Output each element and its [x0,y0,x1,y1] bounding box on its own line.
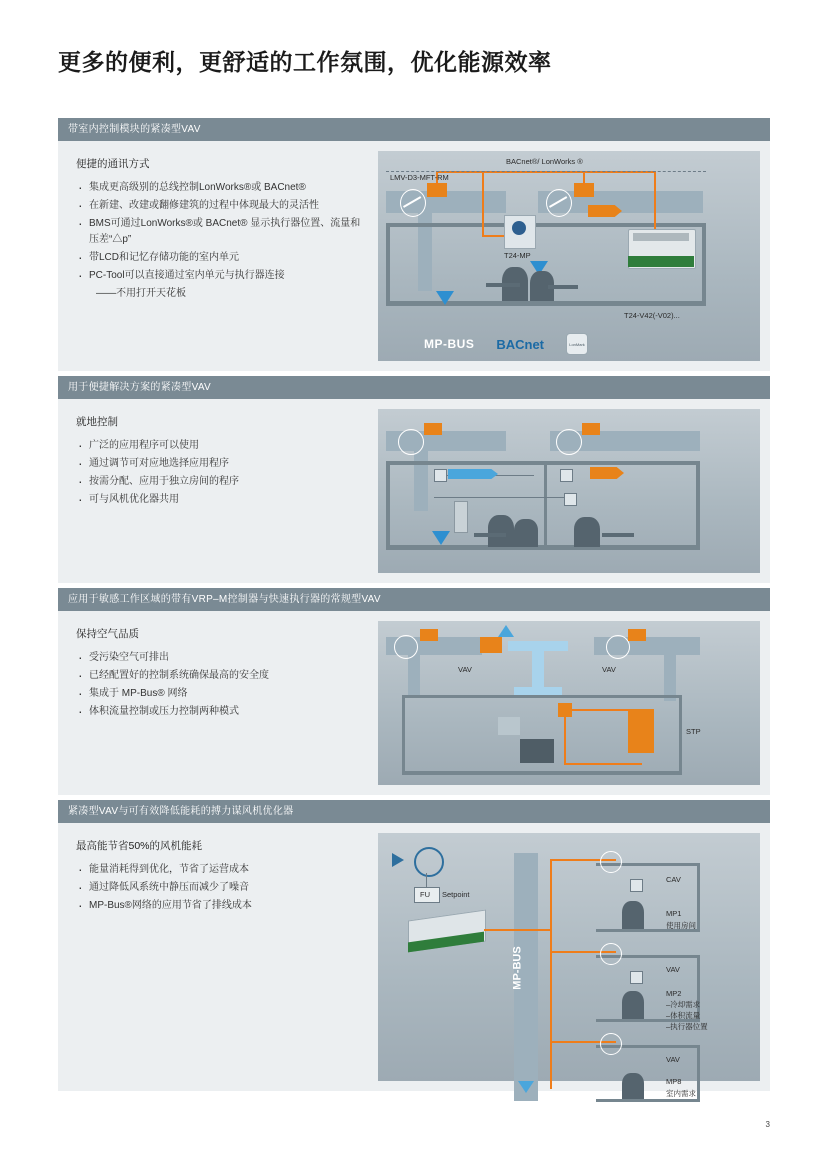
floor-slab [386,301,706,306]
bus-feed [484,929,550,931]
stp-connect-line [572,709,630,711]
label-mpbus: MP-BUS [511,946,524,990]
actuator-right [628,629,646,641]
label-mp8-sub: 室内需求 [666,1089,696,1098]
list-item: · 受污染空气可排出 [76,650,368,666]
fan-icon [414,847,444,877]
bus-line-vertical [550,859,552,1089]
label-mp2-sub3: –执行器位置 [666,1022,708,1031]
actuator-right [582,423,600,435]
desk-2 [602,533,634,537]
list-item: · 已经配置好的控制系统确保最高的安全度 [76,668,368,684]
desk-1 [474,533,506,537]
actuator-left [427,183,447,197]
list-item: · BMS可通过LonWorks®或 BACnet® 显示执行器位置、流量和压差“△p” [76,216,368,248]
room1-right [697,863,700,932]
label-mp8: MP8 [666,1077,682,1086]
label-mp2-sub2: –体积流量 [666,1011,701,1020]
label-vav2: VAV [666,1055,680,1064]
airflow-arrow-1 [432,531,450,545]
fume-hood-base [514,687,562,695]
exhaust-arrow-up [498,625,514,637]
bus-line-drop-right [583,171,585,185]
duct-vertical-left [414,451,428,511]
list-item: · 在新建、改建或翻修建筑的过程中体现最大的灵活性 [76,198,368,214]
room-unit-dial-icon [512,221,526,235]
label-fu: FU [420,890,430,899]
room-wall-left [402,695,405,775]
lab-bench [498,717,520,735]
label-mp2: MP2 [666,989,682,998]
wall-left [386,223,390,306]
desk-2 [548,285,578,289]
desk-1 [486,283,520,287]
room2-sensor [630,971,643,984]
page-title: 更多的便利，更舒适的工作氛围，优化能源效率 [58,49,552,75]
wall-panel [454,501,468,533]
person-silhouette-3 [574,517,600,547]
room-ceiling [402,695,682,698]
list-item: · MP-Bus®网络的应用节省了排线成本 [76,898,368,914]
section-2-header: 用于便捷解决方案的紧凑型VAV [58,376,770,399]
room-wall-right [679,695,682,775]
section-2 [58,376,770,580]
bus-line-roomunit-branch [482,235,504,237]
label-bus: BACnet®/ LonWorks ® [506,157,583,166]
section-4-diagram [378,833,760,1098]
label-vav-left: VAV [458,665,472,674]
list-item: · 能量消耗得到优化，节省了运营成本 [76,862,368,878]
section-1-subtitle: 便捷的通讯方式 [76,158,150,170]
wall-right [696,461,700,550]
label-actuator: LMV-D3-MFT-RM [390,173,449,182]
sensor-box-1 [434,469,447,482]
floor-slab [386,545,700,550]
section-3-header: 应用于敏感工作区域的带有VRP–M控制器与快速执行器的常规型VAV [58,588,770,611]
room3-person [622,1073,644,1099]
fume-hood-icon [508,641,568,651]
room3-right [697,1045,700,1102]
label-vav1: VAV [666,965,680,974]
ceiling-slab [386,223,706,227]
wall-right [702,223,706,306]
mpbus-logo: MP-BUS [424,337,475,351]
room1-person [622,901,644,929]
section-4-text [58,823,378,1091]
stp-connect-drop [564,717,566,765]
wall-partition [544,465,547,550]
list-item: · PC-Tool可以直接通过室内单元与执行器连接 [76,268,368,284]
room-floor [402,771,682,775]
duct-vertical-left [408,655,420,695]
label-mp2-sub1: –冷却需求 [666,1000,701,1009]
page-number: 3 [765,1120,770,1129]
person-silhouette-2 [514,519,538,547]
actuator-left [420,629,438,641]
equipment-box [520,739,554,763]
controller-dark-strip [633,233,689,241]
label-setpoint: Setpoint [442,890,470,899]
lonmark-logo: LonMark [566,333,588,355]
label-mp1: MP1 [666,909,682,918]
list-item: · 集成于 MP-Bus® 网络 [76,686,368,702]
damper-left-icon [394,635,418,659]
inlet-arrow [392,853,404,867]
section-1-diagram [378,151,760,361]
vav-unit-left [480,637,502,653]
section-2-subtitle: 就地控制 [76,416,118,428]
list-item: · 带LCD和记忆存储功能的室内单元 [76,250,368,266]
fume-hood-stem [532,651,544,687]
room3-damper-icon [600,1033,622,1055]
stp-unit [628,709,654,753]
fu-connector [426,873,427,887]
section-3-diagram [378,621,760,785]
label-stp: STP [686,727,701,736]
label-room-unit: T24-MP [504,251,531,260]
list-item-extra: ——不用打开天花板 [96,288,186,299]
section-3-bullets [76,650,368,720]
actuator-right [574,183,594,197]
person-silhouette-1 [488,515,514,547]
damper-right-icon [606,635,630,659]
section-1-header: 带室内控制模块的紧凑型VAV [58,118,770,141]
vav-unit-small [558,703,572,717]
label-controller: T24-V42(-V02)... [624,311,680,320]
section-3-subtitle: 保持空气品质 [76,628,139,640]
logo-row [424,333,588,355]
bacnet-logo: BACnet [496,336,545,352]
bus-line-to-roomunit [482,173,484,235]
ceiling-slab [386,461,700,465]
section-4 [58,800,770,1098]
list-item: · 通过调节可对应地选择应用程序 [76,456,368,472]
section-1-bullets [76,180,368,302]
list-item: · 集成更高级别的总线控制LonWorks®或 BACnet® [76,180,368,196]
actuator-left [424,423,442,435]
room2-person [622,991,644,1019]
label-vav-right: VAV [602,665,616,674]
list-item: · 按需分配、应用于独立房间的程序 [76,474,368,490]
sensor-box-3 [564,493,577,506]
label-cav: CAV [666,875,681,884]
damper-right-icon [546,189,572,217]
sensor-box-2 [560,469,573,482]
section-4-header: 紧凑型VAV与可有效降低能耗的搏力谋风机优化器 [58,800,770,823]
control-line-2 [434,497,564,498]
section-3 [58,588,770,792]
section-1-text [58,141,378,371]
section-3-text [58,611,378,795]
section-4-subtitle: 最高能节省50%的风机能耗 [76,840,203,852]
section-2-diagram [378,409,760,573]
damper-left-icon [400,189,426,217]
bus-line-to-controller [654,171,656,233]
wall-left [386,461,390,550]
list-item: · 通过降低风系统中静压而减少了噪音 [76,880,368,896]
damper-left-icon [398,429,424,455]
controller-green-terminal [628,256,694,267]
section-4-bullets [76,862,368,914]
section-2-bullets [76,438,368,508]
return-arrow-down [518,1081,534,1093]
stp-bottom-line [564,763,642,765]
damper-right-icon [556,429,582,455]
section-1 [58,118,770,368]
list-item: · 可与风机优化器共用 [76,492,368,508]
section-2-text [58,399,378,583]
list-item: · 广泛的应用程序可以使用 [76,438,368,454]
airflow-arrow-supply-2 [448,469,498,479]
room1-sensor [630,879,643,892]
room3-bottom [596,1099,700,1102]
room2-damper-icon [600,943,622,965]
label-mp1-sub: 使用房间 [666,921,696,930]
list-item: · 体积流量控制或压力控制两种模式 [76,704,368,720]
airflow-arrow-1 [436,291,454,305]
room1-damper-icon [600,851,622,873]
